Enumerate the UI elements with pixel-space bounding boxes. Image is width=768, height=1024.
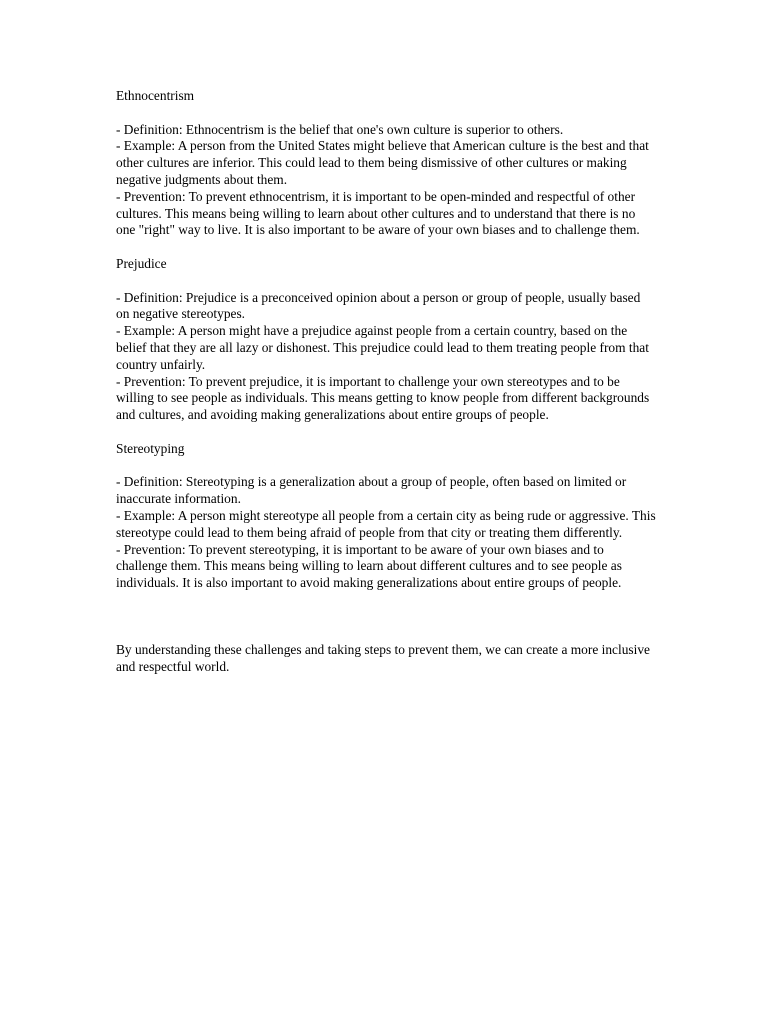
document-page bbox=[116, 88, 656, 676]
section-title-stereotyping: Stereotyping bbox=[116, 440, 185, 456]
definition-prejudice: - Definition: Prejudice is a preconceived opinion about a person or group of people, usually based on negative stereotypes. bbox=[116, 289, 641, 322]
definition-ethnocentrism: - Definition: Ethnocentrism is the belief that one's own culture is superior to others. bbox=[116, 121, 564, 137]
spacer bbox=[116, 105, 656, 122]
definition-stereotyping: - Definition: Stereotyping is a generalization about a group of people, often based on limited or inaccurate information. bbox=[116, 474, 627, 507]
spacer bbox=[116, 424, 656, 441]
section-title-ethnocentrism: Ethnocentrism bbox=[116, 88, 195, 103]
spacer bbox=[116, 273, 656, 290]
spacer bbox=[116, 458, 656, 475]
example-stereotyping: - Example: A person might stereotype all people from a certain city as being rude or aggressive. This stereotype could lead to them being afraid of people from that city or treating them differently. bbox=[116, 507, 656, 540]
section-title-prejudice: Prejudice bbox=[116, 255, 167, 271]
spacer bbox=[116, 592, 656, 642]
example-prejudice: - Example: A person might have a prejudice against people from a certain country, based on the belief that they are all lazy or dishonest. This prejudice could lead to them treating people from that country unfairly. bbox=[116, 323, 649, 372]
prevention-stereotyping: - Prevention: To prevent stereotyping, it is important to be aware of your own biases and to challenge them. This means being willing to learn about different cultures and to see people as individuals. It is also important to avoid making generalizations about entire groups of people. bbox=[116, 541, 622, 591]
conclusion-paragraph: By understanding these challenges and taking steps to prevent them, we can create a more inclusive and respectful world. bbox=[116, 641, 650, 674]
spacer bbox=[116, 239, 656, 256]
prevention-prejudice: - Prevention: To prevent prejudice, it is important to challenge your own stereotypes and to be willing to see people as individuals. This means getting to know people from different backgrounds and cultures, and avoiding making generalizations about entire groups of people. bbox=[116, 373, 650, 423]
prevention-ethnocentrism: - Prevention: To prevent ethnocentrism, it is important to be open-minded and respectful of other cultures. This means being willing to learn about other cultures and to understand that there is no one "right" way to live. It is also important to be aware of your own biases and to challenge them. bbox=[116, 188, 640, 238]
example-ethnocentrism: - Example: A person from the United States might believe that American culture is the best and that other cultures are inferior. This could lead to them being dismissive of other cultures or making negative judgments about them. bbox=[116, 138, 649, 187]
